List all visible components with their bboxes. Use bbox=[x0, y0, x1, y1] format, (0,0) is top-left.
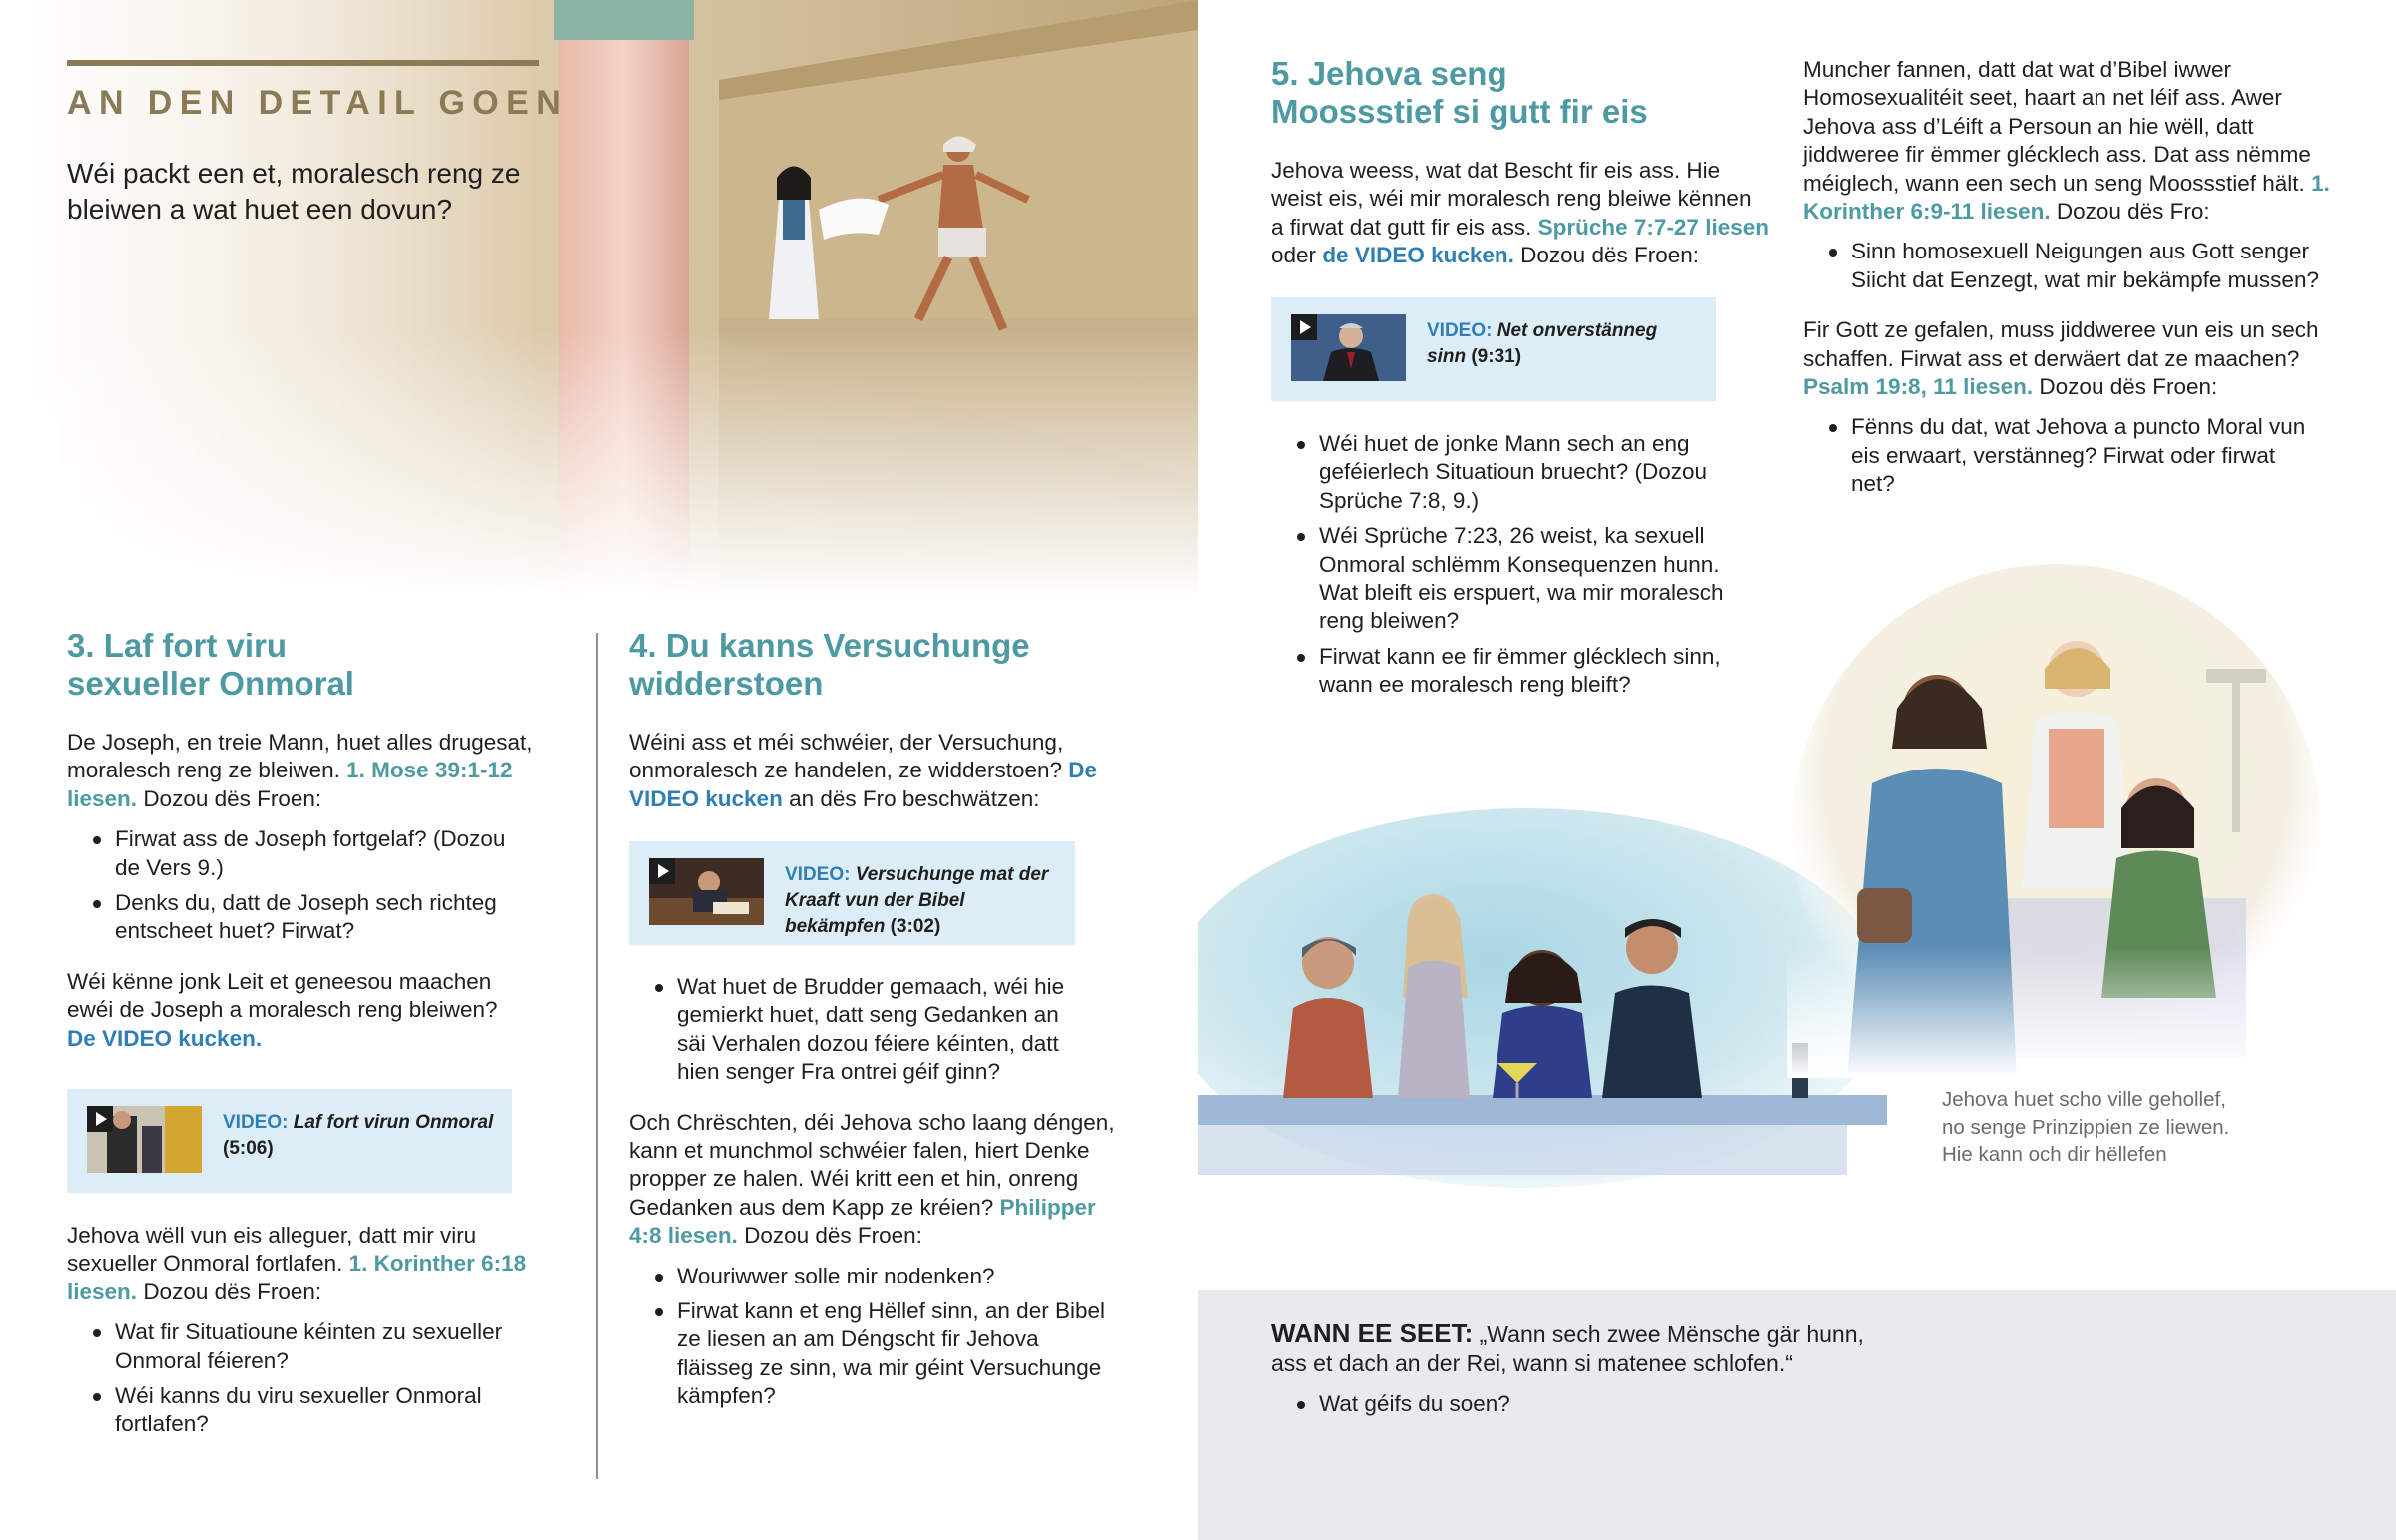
question-item: Denks du, datt de Joseph sech richteg entscheet huet? Firwat? bbox=[67, 889, 516, 946]
question-item: Fënns du dat, wat Jehova a puncto Moral vun eis erwaart, verstänneg? Firwat oder firwat net? bbox=[1803, 413, 2322, 498]
witnesses-illustration bbox=[1787, 559, 2326, 1078]
question-item: Wat huet de Brudder gemaach, wéi hie gemierkt huet, datt seng Gedanken an säi Verhalen dozou féiere kéinten, datt hien senger Fra ontrei géif ginn? bbox=[629, 973, 1088, 1087]
scripture-link-korinther-69[interactable]: 1. Korinther 6:9-11 liesen. bbox=[1803, 170, 2330, 225]
section-3-part-2 bbox=[67, 1222, 556, 1446]
wann-ee-seet-content bbox=[1271, 1319, 1970, 1425]
section-5-part-2 bbox=[1271, 430, 1750, 707]
question-item: Firwat kann et eng Hëllef sinn, an der Bibel ze liesen an am Déngscht fir Jehova fläisseg ze sinn, wa mir géint Versuchunge kämpfen? bbox=[629, 1297, 1108, 1411]
section-3-title: 3. Laf fort viru sexueller Onmoral bbox=[67, 627, 354, 702]
question-item: Wat géifs du soen? bbox=[1271, 1390, 1970, 1418]
video-card-versuchunge[interactable] bbox=[629, 841, 1075, 945]
section-6-para-1: Muncher fannen, datt dat wat d’Bibel iwwer Homosexualitéit seet, haart an net léif ass. Awer Jehova ass d’Léift a Persoun an hie wëll, datt jiddweree fir ëmmer glécklech ass. Dat ass nëmme méiglech, wann een sech un seng Moossstief hält. 1. Korinther 6:9-11 liesen. Dozou dës Fro: bbox=[1803, 57, 2330, 225]
detail-heading: AN DEN DETAIL GOEN bbox=[67, 84, 569, 122]
question-item: Firwat ass de Joseph fortgelaf? (Dozou de Vers 9.) bbox=[67, 825, 516, 882]
section-4-intro: Wéini ass et méi schwéier, der Versuchung, onmoralesch ze handelen, ze widderstoen? De VIDEO kucken an dës Fro beschwätzen: bbox=[629, 730, 1098, 811]
scripture-link-mose[interactable]: 1. Mose 39:1-12 liesen. bbox=[67, 758, 513, 811]
wann-questions bbox=[1271, 1390, 1970, 1418]
detail-question: Wéi packt een et, moralesch reng ze bleiwen a wat huet een dovun? bbox=[67, 158, 521, 225]
section-4-para-2: Och Chrëschten, déi Jehova scho laang déngen, kann et munchmol schwéier falen, hiert Denke propper ze halen. Wéi kritt een et hin, onreng Gedanken aus dem Kapp ze kréien? Philipper 4:8 liesen. Dozou dës Froen: bbox=[629, 1109, 1115, 1249]
section-3-para-3: Jehova wëll vun eis alleguer, datt mir viru sexueller Onmoral fortlafen. 1. Korinther 6:18 liesen. Dozou dës Froen: bbox=[67, 1223, 527, 1304]
section-3-questions-1 bbox=[67, 825, 516, 946]
section-3-intro: De Joseph, en treie Mann, huet alles drugesat, moralesch reng ze bleiwen. 1. Mose 39:1-12 liesen. Dozou dës Froen: bbox=[67, 730, 533, 811]
section-rule bbox=[67, 60, 539, 66]
section-6-questions-1 bbox=[1803, 238, 2342, 294]
section-6 bbox=[1803, 56, 2352, 506]
section-5 bbox=[1271, 55, 1770, 270]
video-card-laf-fort[interactable] bbox=[67, 1089, 512, 1193]
question-item: Firwat kann ee fir ëmmer glécklech sinn, wann ee moralesch reng bleift? bbox=[1271, 643, 1740, 700]
video-link[interactable]: De VIDEO kucken bbox=[629, 758, 1098, 811]
video-title: VIDEO: Versuchunge mat der Kraaft vun der Bibel bekämpfen (3:02) bbox=[785, 864, 1049, 937]
section-6-para-2: Fir Gott ze gefalen, muss jiddweree vun eis un sech schaffen. Firwat ass et derwäert dat ze maachen? Psalm 19:8, 11 liesen. Dozou dës Froen: bbox=[1803, 317, 2319, 400]
wann-quote: WANN EE SEET: „Wann sech zwee Mënsche gär hunn, ass et dach an der Rei, wann si matenee schlofen.“ bbox=[1271, 1318, 1864, 1376]
section-6-questions-2 bbox=[1803, 413, 2322, 498]
illustration-caption: Jehova huet scho ville gehollef, no senge Prinzippien ze liewen. Hie kann och dir hëllefen bbox=[1942, 1088, 2230, 1166]
section-4-questions-1 bbox=[629, 973, 1088, 1087]
question-item: Wouriwwer solle mir nodenken? bbox=[629, 1263, 1108, 1290]
video-thumbnail bbox=[87, 1106, 202, 1173]
question-item: Wéi Sprüche 7:23, 26 weist, ka sexuell Onmoral schlëmm Konsequenzen hunn. Wat bleift eis erspuert, wa mir moralesch reng bleiwen? bbox=[1271, 522, 1740, 636]
section-3-questions-2 bbox=[67, 1318, 536, 1439]
section-5-questions bbox=[1271, 430, 1740, 700]
scripture-link-psalm[interactable]: Psalm 19:8, 11 liesen. bbox=[1803, 374, 2034, 400]
play-icon bbox=[87, 1106, 113, 1132]
section-4-questions-2 bbox=[629, 1263, 1108, 1411]
video-link[interactable]: de VIDEO kucken. bbox=[1322, 243, 1514, 268]
question-item: Wat fir Situatioune kéinten zu sexueller Onmoral féieren? bbox=[67, 1318, 536, 1375]
video-thumbnail bbox=[1291, 314, 1406, 381]
section-5-intro: Jehova weess, wat dat Bescht fir eis ass. Hie weist eis, wéi mir moralesch reng bleiwe kënnen a firwat dat gutt fir eis ass. Sprüche 7:7-27 liesen oder de VIDEO kucken. Dozou dës Froen: bbox=[1271, 158, 1769, 268]
section-4-title: 4. Du kanns Versuchunge widderstoen bbox=[629, 627, 1030, 702]
scripture-link-sprueche[interactable]: Sprüche 7:7-27 liesen bbox=[1537, 214, 1769, 240]
wann-label: WANN EE SEET: bbox=[1271, 1318, 1474, 1348]
section-4 bbox=[629, 627, 1128, 813]
section-5-title: 5. Jehova seng Moossstief si gutt fir eis bbox=[1271, 55, 1648, 130]
video-title: VIDEO: Net onverstänneg sinn (9:31) bbox=[1427, 320, 1658, 367]
video-thumbnail bbox=[649, 858, 764, 925]
video-card-net-onverstaenneg[interactable] bbox=[1271, 297, 1716, 401]
section-3 bbox=[67, 627, 556, 1053]
play-icon bbox=[649, 858, 675, 884]
video-link[interactable]: De VIDEO kucken. bbox=[67, 1025, 263, 1051]
question-item: Wéi kanns du viru sexueller Onmoral fortlafen? bbox=[67, 1382, 536, 1439]
section-4-part-2 bbox=[629, 973, 1128, 1418]
video-title: VIDEO: Laf fort virun Onmoral (5:06) bbox=[223, 1112, 494, 1159]
question-item: Sinn homosexuell Neigungen aus Gott senger Siicht dat Eenzegt, wat mir bekämpfe mussen? bbox=[1803, 238, 2342, 294]
section-3-para-2: Wéi kënne jonk Leit et geneesou maachen ewéi de Joseph a moralesch reng bleiwen? De VIDEO kucken. bbox=[67, 968, 498, 1051]
scripture-link-philipper[interactable]: Philipper 4:8 liesen. bbox=[629, 1194, 1096, 1249]
person-figure bbox=[1398, 894, 1470, 1098]
scripture-link-korinther-618[interactable]: 1. Korinther 6:18 liesen. bbox=[67, 1251, 527, 1304]
question-item: Wéi huet de jonke Mann sech an eng geféierlech Situatioun bruecht? (Dozou Sprüche 7:8, 9.) bbox=[1271, 430, 1740, 515]
play-icon bbox=[1291, 314, 1317, 340]
column-divider bbox=[596, 633, 598, 1479]
